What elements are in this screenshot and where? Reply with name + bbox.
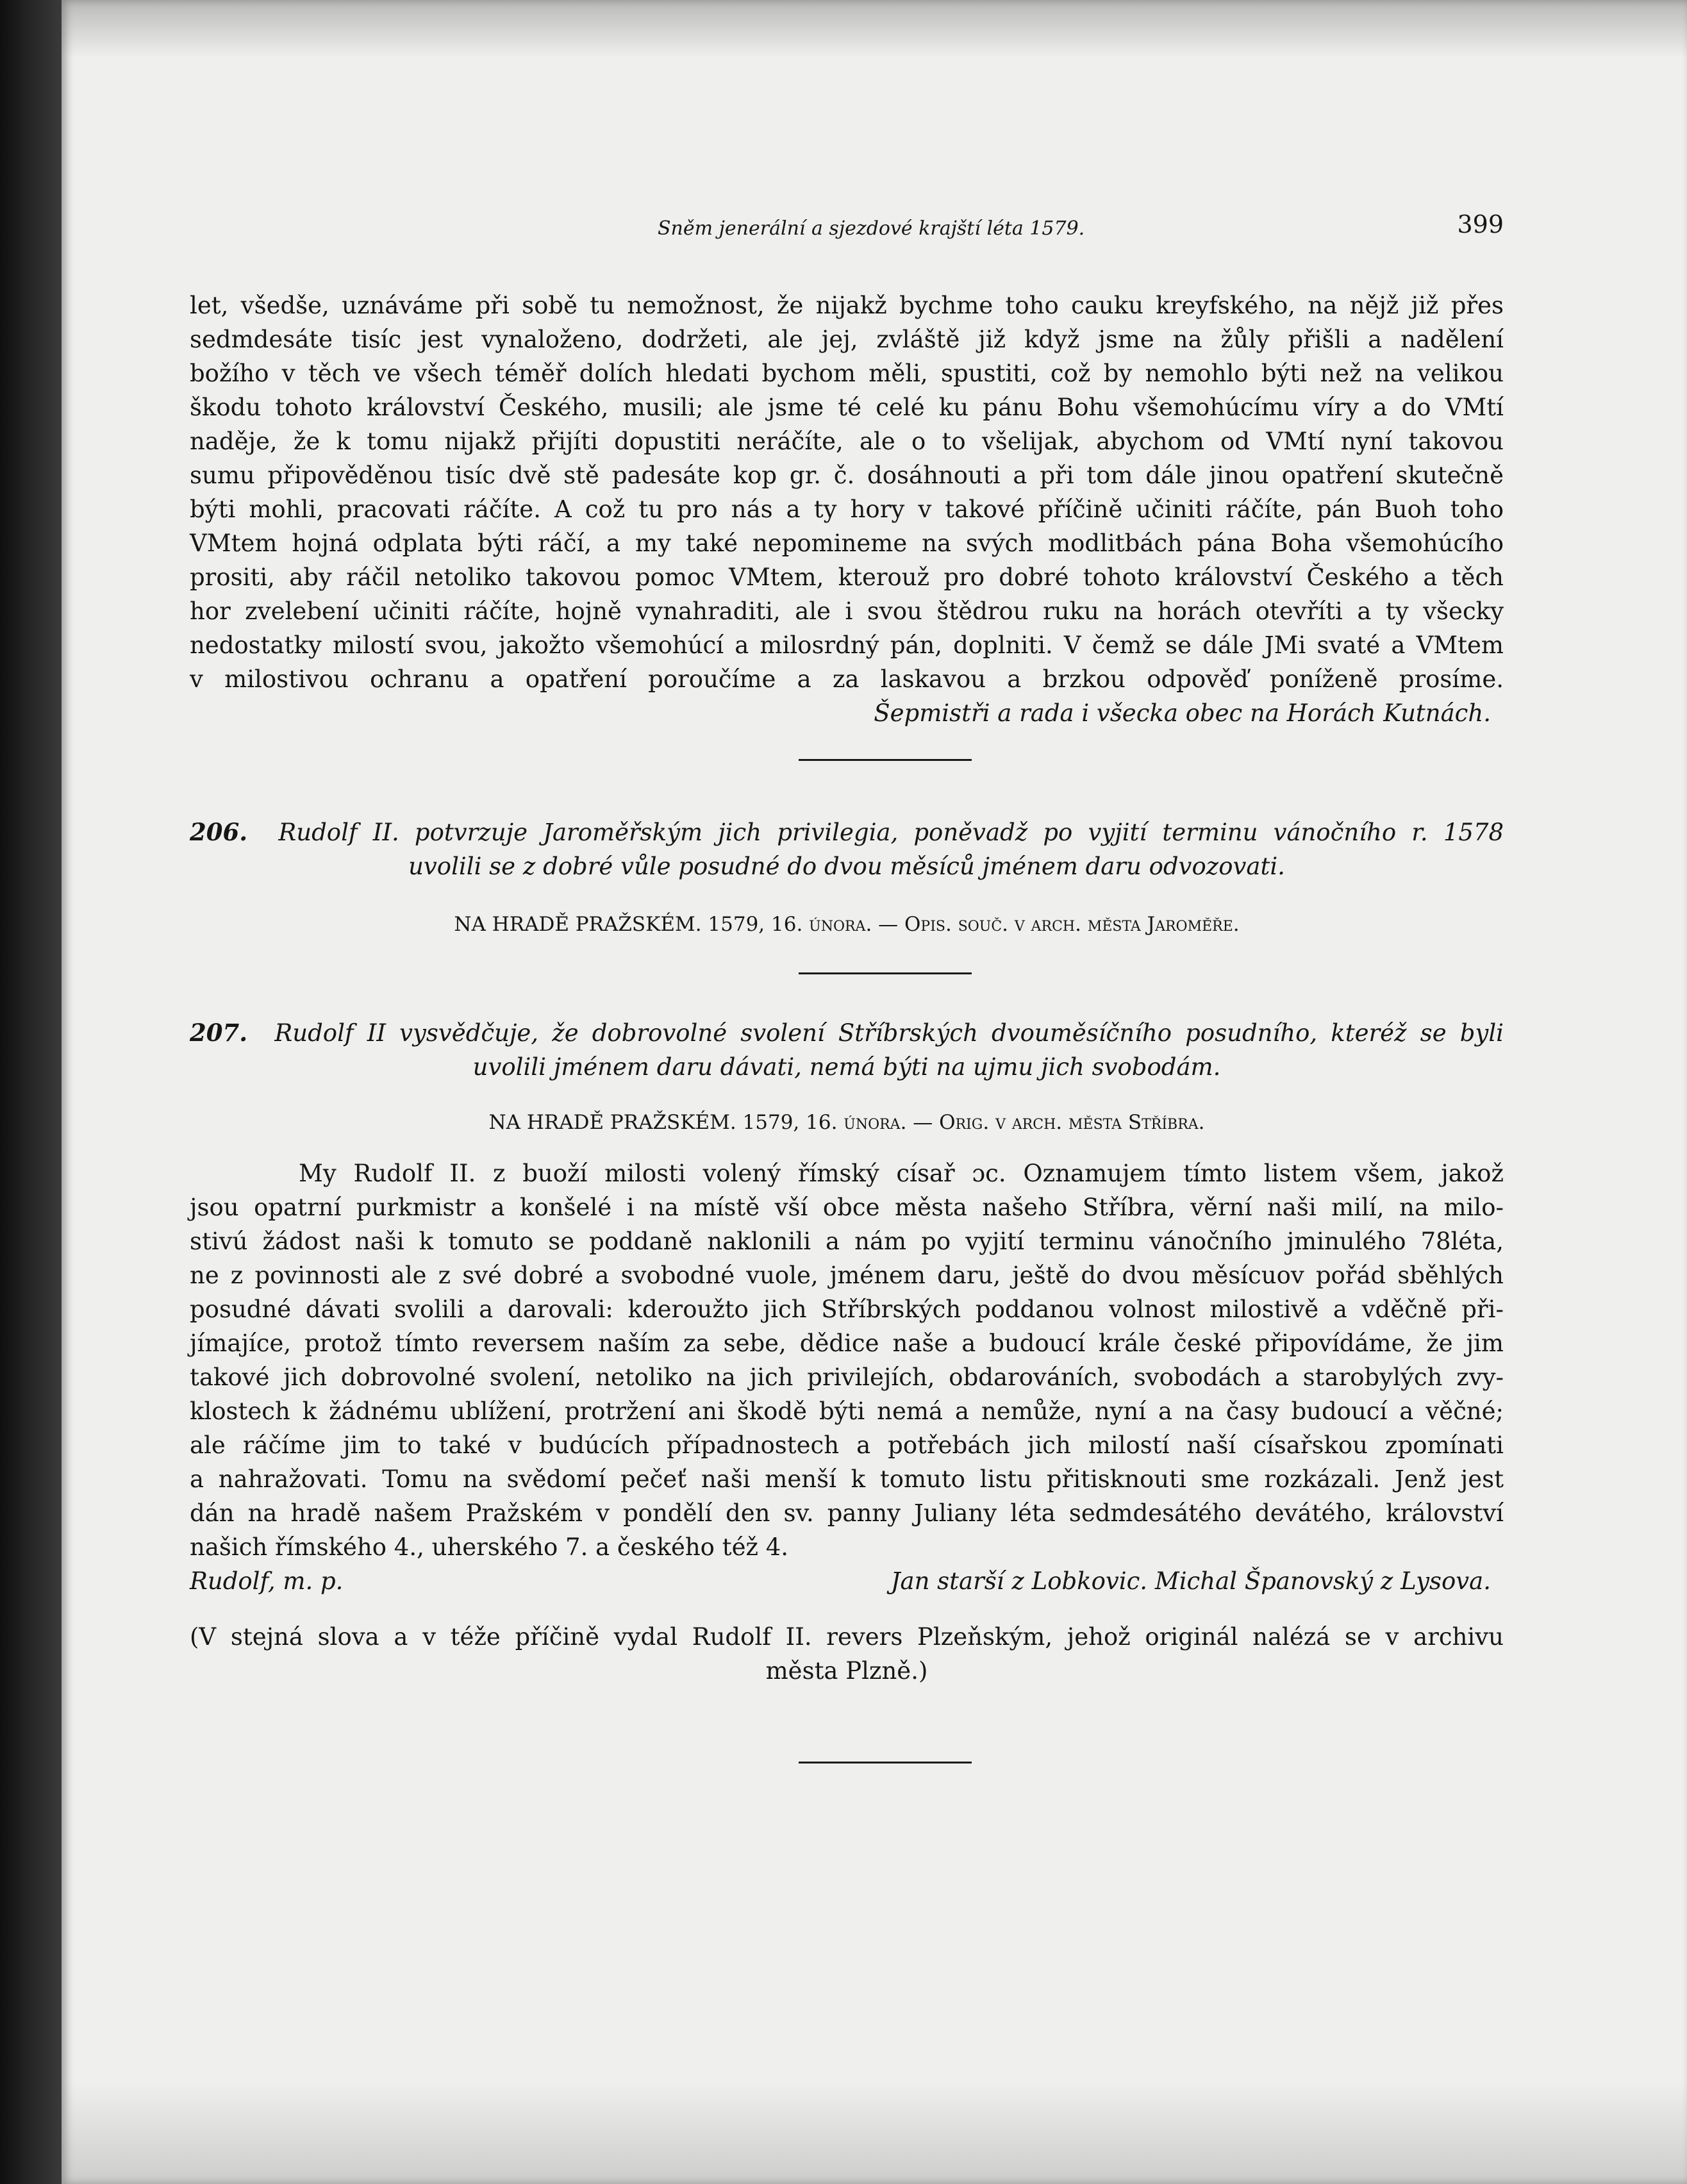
text-line: ne z povinnosti ale z své dobré a svobodné vuole, jménem daru, ještě do dvou měsícuov pořád sběhlých <box>190 1262 1504 1289</box>
document-207 <box>190 1016 1504 1688</box>
doc207-body <box>190 1156 1504 1564</box>
doc207-heading-line2: uvolili jménem daru dávati, nemá býti na ujmu jich svobodám. <box>472 1053 1221 1081</box>
text-line: hor zvelebení učiniti ráčíte, hojně vynahraditi, ale i svou štědrou ruku na horách otevříti a ty všecky <box>190 597 1504 625</box>
scan-edge-bottom <box>62 2081 1687 2184</box>
text-line: nedostatky milostí svou, jakožto všemohúcí a milosrdný pán, doplniti. V čemž se dále JMi svaté a VMtem <box>190 631 1504 659</box>
text-line: býti mohli, pracovati ráčíte. A což tu pro nás a ty hory v takové příčině učiniti ráčíte, pán Buoh toho <box>190 496 1504 523</box>
doc206-meta: NA HRADĚ PRAŽSKÉM. 1579, 16. února. — Opis. souč. v arch. města Jaroměře. <box>454 913 1240 936</box>
doc207-signatures <box>190 1564 1504 1598</box>
doc207-note <box>190 1620 1504 1688</box>
running-title: Sněm jenerální a sjezdové krajští léta 1579. <box>658 217 1085 240</box>
section-divider <box>799 1762 972 1763</box>
text-line: klostech k žádnému ublížení, protržení ani škodě býti nemá a nemůže, nyní a na časy budoucí a věčné; <box>190 1397 1504 1425</box>
letter-signature: Šepmistři a rada i všecka obec na Horách Kutnách. <box>874 699 1491 727</box>
section-divider <box>799 972 972 974</box>
text-line: jímajíce, protož tímto reversem naším za sebe, dědice naše a budoucí krále české připovídáme, že jim <box>190 1330 1504 1357</box>
text-line: v milostivou ochranu a opatření poroučíme a za laskavou a brzkou odpověď poníženě prosíme. <box>190 665 1504 693</box>
text-line: sumu připověděnou tisíc dvě stě padesáte kop gr. č. dosáhnouti a při tom dále jinou opatření skutečně <box>190 462 1504 489</box>
doc206-heading-line1 <box>190 815 1504 849</box>
signature-emperor: Rudolf, m. p. <box>190 1567 344 1595</box>
doc207-heading-line1 <box>190 1016 1504 1050</box>
doc207-meta: NA HRADĚ PRAŽSKÉM. 1579, 16. února. — Orig. v arch. města Stříbra. <box>488 1111 1205 1134</box>
doc207-number: 207. <box>190 1019 248 1047</box>
note-line: města Plzně.) <box>765 1657 928 1685</box>
doc206-heading-line2: uvolili se z dobré vůle posudné do dvou měsíců jménem daru odvozovati. <box>408 853 1285 880</box>
book-spine-shadow <box>0 0 62 2184</box>
text-line: posudné dávati svolili a darovali: kderoužto jich Stříbrských poddanou volnost milostivě a vděčně při- <box>190 1296 1504 1323</box>
doc206-heading-text: Rudolf II. potvrzuje Jaroměřským jich privilegia, poněvadž po vyjití terminu vánočního r. 1578 <box>278 819 1504 846</box>
text-line: VMtem hojná odplata býti ráčí, a my také nepomineme na svých modlitbách pána Boha všemohúcího <box>190 529 1504 557</box>
text-line: našich římského 4., uherského 7. a českého též 4. <box>190 1533 789 1561</box>
text-line: sedmdesáte tisíc jest vynaloženo, dodržeti, ale jej, zvláště již když jsme na žůly přišli a nadělení <box>190 326 1504 353</box>
text-line: a nahražovati. Tomu na svědomí pečeť naši menší k tomuto listu přitisknouti sme rozkázali. Jenž jest <box>190 1465 1504 1493</box>
scan-edge-top <box>62 0 1687 58</box>
text-line: naděje, že k tomu nijakž přijíti dopustiti neráčíte, ale o to všelijak, abychom od VMtí nyní takovou <box>190 428 1504 455</box>
text-line: prositi, aby ráčil netoliko takovou pomoc VMtem, kterouž pro dobré tohoto království Českého a těch <box>190 563 1504 591</box>
text-line: ale ráčíme jim to také v budúcích případnostech a potřebách jich milostí naší císařskou zpomínati <box>190 1431 1504 1459</box>
document-206 <box>190 815 1504 942</box>
signature-officials: Jan starší z Lobkovic. Michal Španovský z Lysova. <box>890 1567 1491 1595</box>
text-line: takové jich dobrovolné svolení, netoliko na jich privilejích, obdarováních, svobodách a starobylých zvy- <box>190 1363 1504 1391</box>
page-number: 399 <box>1457 210 1504 238</box>
text-line: škodu tohoto království Českého, musili; ale jsme té celé ku pánu Bohu všemohúcímu víry a do VMtí <box>190 394 1504 421</box>
running-head <box>190 205 1504 244</box>
text-line: My Rudolf II. z buoží milosti volený římský císař ɔc. Oznamujem tímto listem všem, jakož <box>299 1160 1504 1187</box>
note-line: (V stejná slova a v téže příčině vydal Rudolf II. revers Plzeňským, jehož originál nalézá se v archivu <box>190 1623 1504 1651</box>
text-line: dán na hradě našem Pražském v pondělí den sv. panny Juliany léta sedmdesátého devátého, království <box>190 1499 1504 1527</box>
book-page <box>62 0 1687 2184</box>
doc206-number: 206. <box>190 818 248 846</box>
text-line: jsou opatrní purkmistr a konšelé i na místě vší obce města našeho Stříbra, věrní naši milí, na milo- <box>190 1194 1504 1221</box>
doc207-heading-text: Rudolf II vysvědčuje, že dobrovolné svolení Stříbrských dvouměsíčního posudního, kteréž se byli <box>274 1019 1504 1047</box>
section-divider <box>799 759 972 761</box>
text-line: let, všedše, uznáváme při sobě tu nemožnost, že nijakž bychme toho cauku kreyfského, na nějž již přes <box>190 292 1504 319</box>
letter-continuation <box>190 288 1504 730</box>
text-line: stivú žádost naši k tomuto se poddaně naklonili a nám po vyjití terminu vánočního jminulého 78léta, <box>190 1228 1504 1255</box>
text-line: božího v těch ve všech téměř dolích hledati bychom měli, spustiti, což by nemohlo býti než na velikou <box>190 360 1504 387</box>
